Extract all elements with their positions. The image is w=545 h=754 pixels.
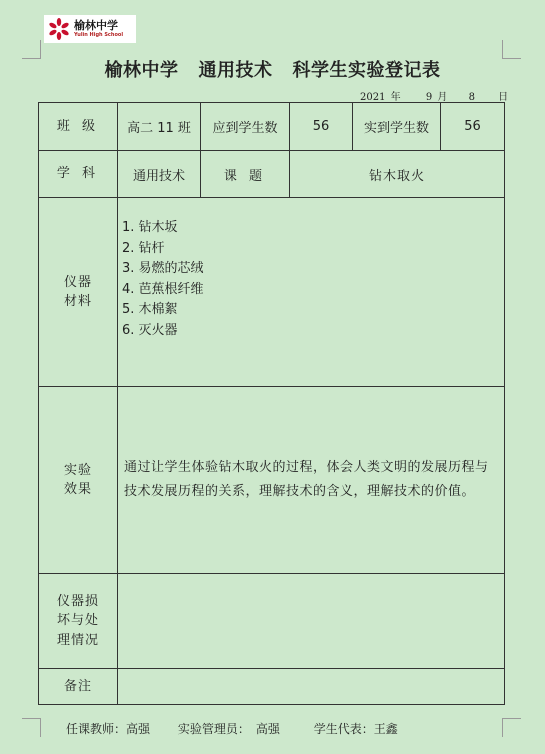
actual-students-label: 实到学生数 xyxy=(353,103,441,151)
topic-label: 课 题 xyxy=(201,151,290,198)
date-month-unit: 月 xyxy=(437,92,448,103)
student-rep-label: 学生代表： xyxy=(313,722,374,736)
crop-mark-bottom-left xyxy=(22,718,41,737)
lab-manager-name: 高强 xyxy=(255,722,280,736)
expected-students-label: 应到学生数 xyxy=(201,103,290,151)
effect-cell xyxy=(118,387,505,574)
materials-label xyxy=(39,198,118,387)
subject-value: 通用技术 xyxy=(118,151,201,198)
damage-label-line2: 坏与处 xyxy=(56,613,99,629)
actual-students-value: 56 xyxy=(441,103,505,151)
school-logo xyxy=(44,15,136,43)
student-rep-name: 王鑫 xyxy=(373,722,398,736)
remarks-label: 备注 xyxy=(39,669,118,705)
registration-table xyxy=(38,102,505,705)
logo-name-en: Yulin High School xyxy=(74,32,124,38)
school-emblem-icon xyxy=(47,17,71,41)
form-date xyxy=(360,88,508,103)
list-item: 5. 木棉絮 xyxy=(122,302,178,317)
lab-manager-signature xyxy=(178,720,280,737)
logo-text xyxy=(74,20,123,38)
page-title xyxy=(0,56,545,82)
teacher-signature xyxy=(66,720,150,737)
remarks-value[interactable] xyxy=(118,669,505,705)
crop-mark-bottom-right xyxy=(502,718,521,737)
subject-label: 学 科 xyxy=(39,151,118,198)
list-item: 2. 钻杆 xyxy=(122,240,165,256)
list-item: 4. 芭蕉根纤维 xyxy=(122,281,204,297)
list-item: 1. 钻木坂 xyxy=(122,220,178,235)
effect-row xyxy=(39,387,505,574)
effect-label xyxy=(39,387,118,574)
date-day: 8 xyxy=(468,92,475,103)
materials-label-line2: 材料 xyxy=(63,294,92,309)
title-form-name: 科学生实验登记表 xyxy=(292,60,441,81)
topic-value: 钻木取火 xyxy=(290,151,505,198)
effect-label-line2: 效果 xyxy=(63,482,92,497)
teacher-label: 任课教师： xyxy=(66,722,127,736)
date-day-unit: 日 xyxy=(498,92,509,103)
damage-label xyxy=(39,574,118,669)
list-item: 3. 易燃的芯绒 xyxy=(122,261,204,276)
materials-label-line1: 仪器 xyxy=(63,274,92,290)
date-month: 9 xyxy=(425,92,433,103)
class-value: 高二 11 班 xyxy=(118,103,201,151)
damage-value[interactable] xyxy=(118,574,505,669)
date-year-unit: 年 xyxy=(390,92,401,103)
logo-name-cn: 榆林中学 xyxy=(74,19,118,32)
teacher-name: 高强 xyxy=(126,722,151,736)
effect-text: 通过让学生体验钻木取火的过程，体会人类文明的发展历程与技术发展历程的关系，理解技术的含义，理解技术的价值。 xyxy=(124,460,489,499)
materials-list xyxy=(118,218,504,341)
subject-row xyxy=(39,151,505,198)
title-school: 榆林中学 xyxy=(104,60,179,81)
list-item: 6. 灭火器 xyxy=(122,322,178,338)
damage-label-line1: 仪器损 xyxy=(56,593,99,609)
effect-label-line1: 实验 xyxy=(63,462,92,478)
damage-label-line3: 理情况 xyxy=(56,632,99,648)
expected-students-value: 56 xyxy=(290,103,353,151)
title-subject: 通用技术 xyxy=(198,60,273,81)
remarks-row xyxy=(39,669,505,705)
signature-footer xyxy=(66,720,398,737)
class-label: 班 级 xyxy=(39,103,118,151)
damage-row xyxy=(39,574,505,669)
lab-manager-label: 实验管理员： xyxy=(177,722,250,736)
materials-cell xyxy=(118,198,505,387)
materials-row xyxy=(39,198,505,387)
date-year: 2021 xyxy=(360,92,386,103)
student-rep-signature xyxy=(314,720,398,737)
class-row xyxy=(39,103,505,151)
